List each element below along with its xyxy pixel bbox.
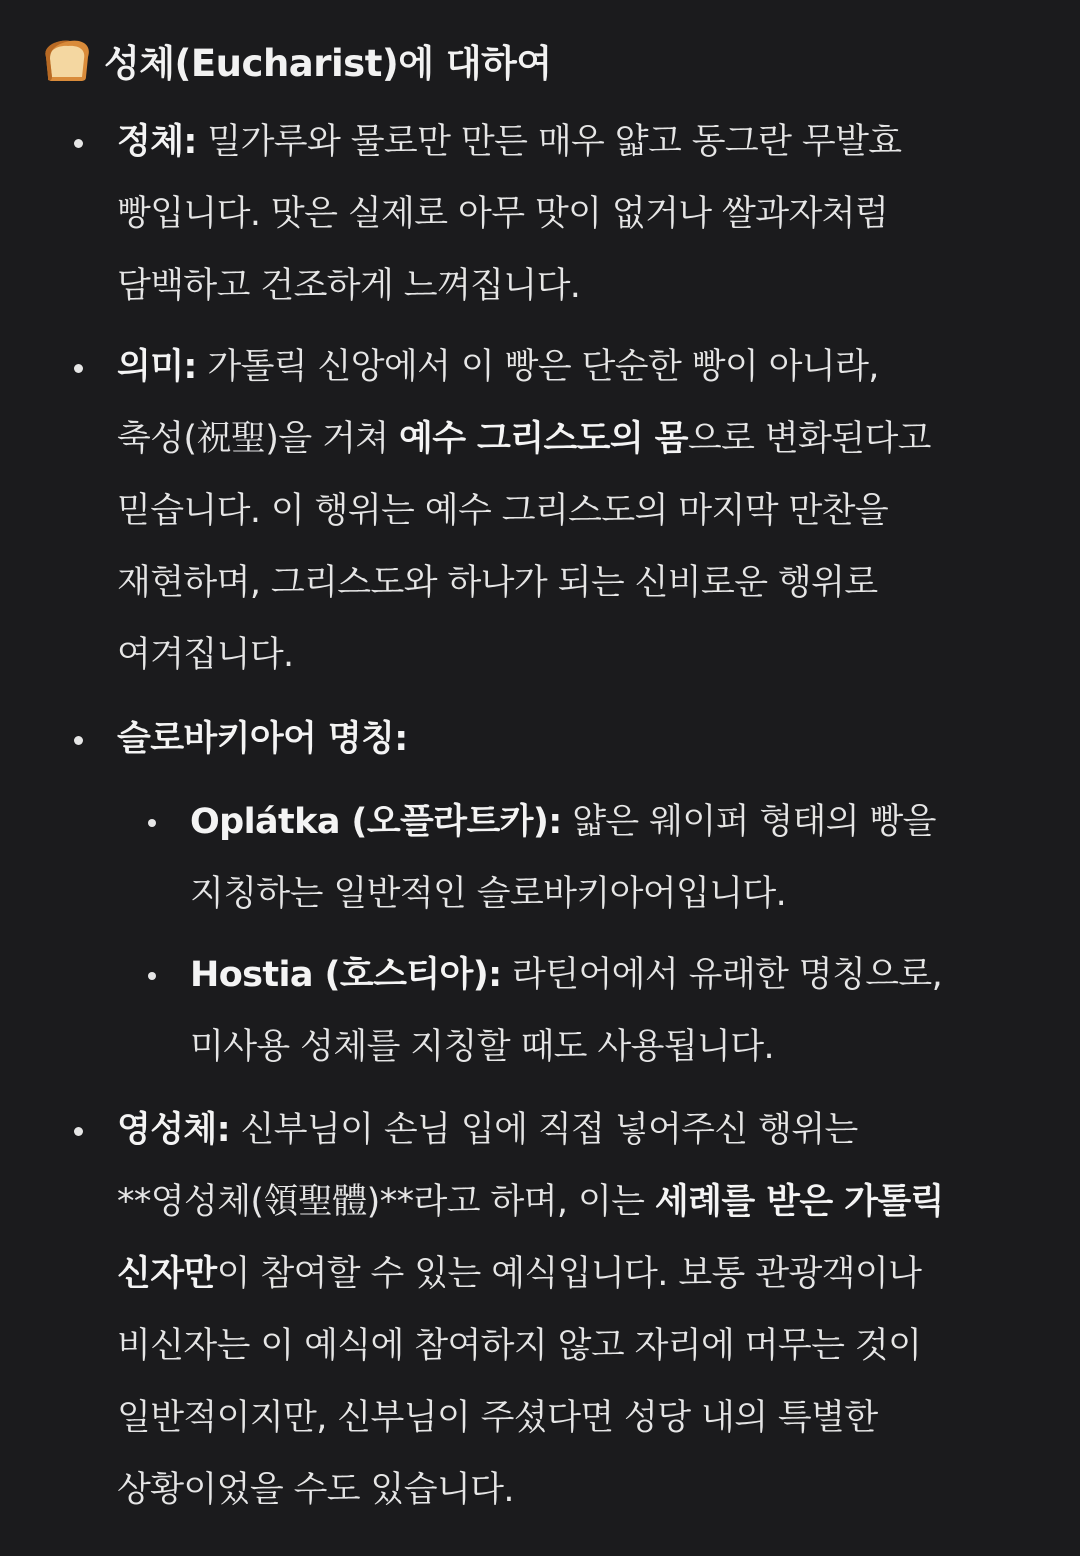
- item-text: 축성(祝聖)을 거쳐: [117, 419, 400, 459]
- bullet: [74, 139, 83, 148]
- list-item-identity: [117, 106, 1037, 322]
- item-text: 밀가루와 물로만 만든 매우 얇고 동그란 무발효: [196, 122, 902, 162]
- sub-item-label: Hostia (호스티아):: [190, 955, 502, 995]
- sub-item-label: Oplátka (오플라트카):: [190, 802, 562, 842]
- item-label: 의미:: [117, 347, 197, 387]
- item-label: 슬로바키아어 명칭:: [117, 719, 408, 759]
- item-text: 이 참여할 수 있는 예식입니다. 보통 관광객이나: [216, 1254, 922, 1294]
- item-text: 여겨집니다.: [117, 635, 294, 675]
- list-item-slovak-names: [117, 703, 1037, 775]
- section-heading: [40, 30, 552, 90]
- item-text: 재현하며, 그리스도와 하나가 되는 신비로운 행위로: [117, 563, 878, 603]
- item-text: 비신자는 이 예식에 참여하지 않고 자리에 머무는 것이: [117, 1326, 922, 1366]
- emphasis-text: 예수 그리스도의 몸: [399, 419, 688, 459]
- list-item-communion: [117, 1094, 1037, 1526]
- item-text: 상황이었을 수도 있습니다.: [117, 1470, 514, 1510]
- item-text: 가톨릭 신앙에서 이 빵은 단순한 빵이 아니라,: [196, 347, 879, 387]
- sub-bullet: [148, 972, 156, 980]
- item-text: 일반적이지만, 신부님이 주셨다면 성당 내의 특별한: [117, 1398, 878, 1438]
- sub-item-text: 미사용 성체를 지칭할 때도 사용됩니다.: [190, 1027, 774, 1067]
- sub-item-text: 라틴어에서 유래한 명칭으로,: [501, 955, 943, 995]
- bullet: [74, 736, 83, 745]
- item-label: 영성체:: [117, 1110, 231, 1150]
- sub-item-text: 얇은 웨이퍼 형태의 빵을: [561, 802, 936, 842]
- sub-bullet: [148, 819, 156, 827]
- item-text: 신부님이 손님 입에 직접 넣어주신 행위는: [230, 1110, 858, 1150]
- emphasis-text: 신자만: [117, 1254, 217, 1294]
- sub-item-hostia: [190, 939, 1040, 1083]
- item-label: 정체:: [117, 122, 197, 162]
- bullet: [74, 364, 83, 373]
- emphasis-text: 세례를 받은 가톨릭: [654, 1182, 944, 1222]
- item-text: **영성체(領聖體)**라고 하며, 이는: [117, 1182, 655, 1222]
- item-text: 믿습니다. 이 행위는 예수 그리스도의 마지막 만찬을: [117, 491, 889, 531]
- item-text: 으로 변화된다고: [687, 419, 931, 459]
- item-text: 담백하고 건조하게 느껴집니다.: [117, 266, 581, 306]
- bullet: [74, 1127, 83, 1136]
- sub-item-text: 지칭하는 일반적인 슬로바키아어입니다.: [190, 874, 787, 914]
- heading-title: 성체(Eucharist)에 대하여: [104, 42, 552, 85]
- bread-icon: [40, 37, 92, 83]
- item-text: 빵입니다. 맛은 실제로 아무 맛이 없거나 쌀과자처럼: [117, 194, 889, 234]
- list-item-meaning: [117, 331, 1037, 691]
- sub-item-oplatka: [190, 786, 1040, 930]
